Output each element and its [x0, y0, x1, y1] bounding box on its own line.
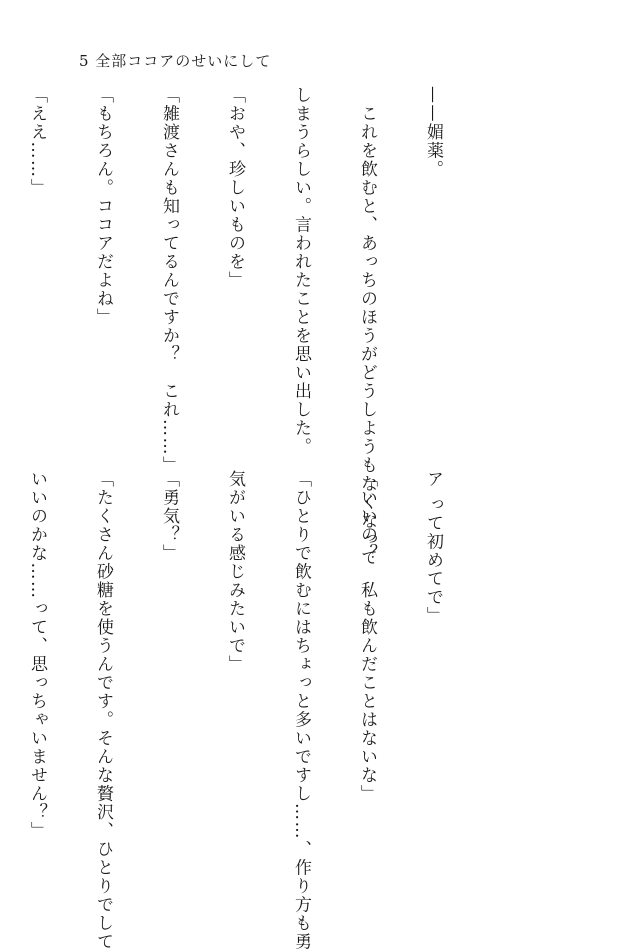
- text-line: ア って初めてで」: [423, 470, 443, 625]
- lower-text-block: [27, 470, 488, 951]
- text-line: 「おや、珍しいものを」: [225, 86, 245, 290]
- text-line: 「勇気？」: [159, 470, 179, 563]
- running-header: 5 全部ココアのせいにして: [79, 52, 272, 70]
- text-line: しまうらしい。言われたことを思い出した。: [291, 86, 311, 456]
- text-line: 「ええ……」: [27, 86, 47, 197]
- text-line: 「たくさん砂糖を使うんです。そんな贅沢、ひとりでして: [93, 470, 113, 951]
- text-line: ——媚薬。: [423, 86, 443, 179]
- text-line: 「ひとりで飲むにはちょっと多いですし……、作り方も勇: [291, 470, 311, 951]
- text-line: いいのかな……って、思っちゃいません？」: [27, 470, 47, 840]
- text-line: これを飲むと、あっちのほうがどうしようもなくなって: [357, 86, 377, 567]
- text-line: 気がいる感じみたいで」: [225, 470, 245, 674]
- text-line: 「雑渡さんも知ってるんですか？ これ……」: [159, 86, 179, 475]
- text-line: 「いいの？ 私も飲んだことはないな」: [357, 470, 377, 803]
- text-line: 「もちろん。ココアだよね」: [93, 86, 113, 327]
